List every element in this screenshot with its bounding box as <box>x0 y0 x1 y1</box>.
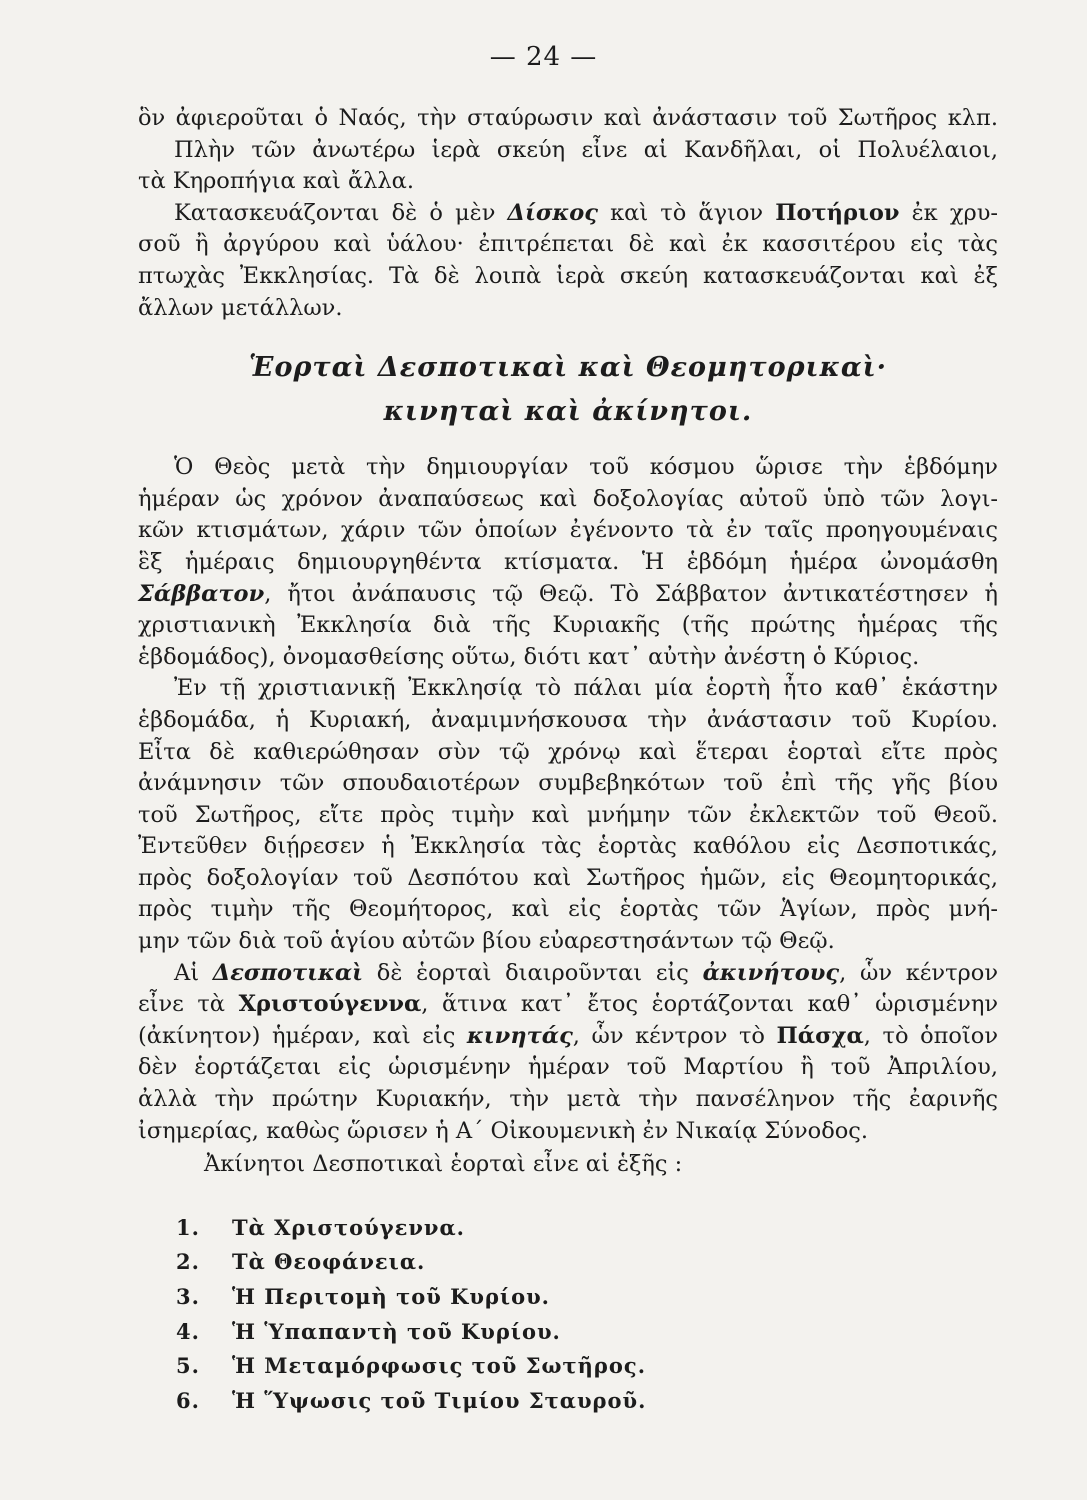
list-intro: Ἀκίνητοι Δεσποτικαὶ ἑορταὶ εἶνε αἱ ἑξῆς : <box>204 1151 683 1178</box>
paragraph-sabbath <box>138 452 998 673</box>
text-line: Πλὴν τῶν ἀνωτέρω ἱερὰ σκεύη εἶνε αἱ Κανδῆλαι, οἱ Πολυέλαιοι, <box>174 136 998 163</box>
text-line: ἄλλων μετάλλων. <box>138 294 343 321</box>
text-line: ἡμέραν ὡς χρόνον ἀναπαύσεως καὶ δοξολογίας αὐτοῦ ὑπὸ τῶν λογι- <box>138 485 998 512</box>
list-item <box>176 1384 998 1419</box>
text-run: , τὸ ὁποῖον <box>863 1022 998 1049</box>
text-run: εἶνε τὰ <box>138 991 239 1018</box>
text-line: πρὸς δοξολογίαν τοῦ Δεσπότου καὶ Σωτῆρος ἡμῶν, εἰς Θεομητορικάς, <box>138 864 998 891</box>
page-number: — 24 — <box>489 42 598 72</box>
text-line <box>138 958 998 990</box>
text-line: σοῦ ἢ ἀργύρου καὶ ὑάλου· ἐπιτρέπεται δὲ καὶ ἐκ κασσιτέρου εἰς τὰς <box>138 231 998 258</box>
text-line: πτωχὰς Ἐκκλησίας. Τὰ δὲ λοιπὰ ἱερὰ σκεύη κατασκευάζονται καὶ ἐξ <box>138 262 998 289</box>
text-line: ἀλλὰ τὴν πρώτην Κυριακήν, τὴν μετὰ τὴν πανσέληνον τῆς ἐαρινῆς <box>138 1086 998 1113</box>
text-run: (ἀκίνητον) ἡμέραν, καὶ εἰς <box>138 1022 467 1049</box>
text-line <box>138 1021 998 1053</box>
term-kinitas: κινητάς <box>466 1022 573 1049</box>
text-run: Αἱ <box>174 959 213 986</box>
term-pascha: Πάσχα <box>776 1022 864 1049</box>
term-sabbaton: Σάββατον <box>138 580 265 607</box>
paragraph-sacred-vessels <box>138 103 998 198</box>
text-line: τὰ Κηροπήγια καὶ ἄλλα. <box>138 168 415 195</box>
text-line: ἓξ ἡμέραις δημιουργηθέντα κτίσματα. Ἡ ἑβδόμη ἡμέρα ὠνομάσθη <box>138 548 998 575</box>
list-item <box>176 1349 998 1384</box>
term-christougenna: Χριστούγεννα <box>238 991 422 1018</box>
list-item-number: 5. <box>176 1353 200 1379</box>
text-run: , ἤτοι ἀνάπαυσις τῷ Θεῷ. Τὸ Σάββατον ἀντικατέστησεν ἡ <box>264 580 998 607</box>
text-line: Ἐντεῦθεν διῄρεσεν ἡ Ἐκκλησία τὰς ἑορτὰς καθόλου εἰς Δεσποτικάς, <box>138 833 998 860</box>
list-item-label: Ἡ Μεταμόρφωσις τοῦ Σωτῆρος. <box>232 1353 647 1379</box>
text-run: , ὧν κέντρον τὸ <box>572 1022 777 1049</box>
heading-line-1: Ἑορταὶ Δεσποτικαὶ καὶ Θεομητορικαὶ· <box>248 352 888 384</box>
list-item-number: 1. <box>176 1214 200 1240</box>
list-item-number: 3. <box>176 1284 200 1309</box>
list-item-label: Ἡ Ὕψωσις τοῦ Τιμίου Σταυροῦ. <box>232 1387 647 1413</box>
heading-line-2: κινηταὶ καὶ ἀκίνητοι. <box>383 396 753 428</box>
text-run: καὶ τὸ ἅγιον <box>598 199 776 226</box>
list-item-label: Τὰ Θεοφάνεια. <box>232 1249 426 1275</box>
section-heading <box>138 346 998 434</box>
text-line: μην τῶν διὰ τοῦ ἁγίου αὐτῶν βίου εὐαρεστησάντων τῷ Θεῷ. <box>138 928 835 955</box>
list-item <box>176 1280 998 1315</box>
text-line: ἑβδομάδος), ὀνομασθείσης οὕτω, διότι κατ᾽ αὐτὴν ἀνέστη ὁ Κύριος. <box>138 643 920 670</box>
text-line: Ἐν τῇ χριστιανικῇ Ἐκκλησίᾳ τὸ πάλαι μία ἑορτὴ ἦτο καθ᾽ ἑκάστην <box>174 675 998 702</box>
text-line: ἰσημερίας, καθὼς ὥρισεν ἡ Α´ Οἰκουμενικὴ ἐν Νικαίᾳ Σύνοδος. <box>138 1117 869 1144</box>
text-line: ὃν ἀφιεροῦται ὁ Ναός, τὴν σταύρωσιν καὶ ἀνάστασιν τοῦ Σωτῆρος κλπ. <box>138 105 998 131</box>
feast-list <box>138 1211 998 1419</box>
text-line: Ὁ Θεὸς μετὰ τὴν δημιουργίαν τοῦ κόσμου ὥρισε τὴν ἑβδόμην <box>174 454 998 481</box>
list-item-label: Ἡ Ὑπαπαντὴ τοῦ Κυρίου. <box>232 1318 561 1344</box>
list-item-number: 2. <box>176 1249 200 1275</box>
text-run: δὲ ἑορταὶ διαιροῦνται εἰς <box>363 959 703 986</box>
list-item <box>176 1245 998 1280</box>
list-item <box>176 1211 998 1246</box>
list-item-label: Ἡ Περιτομὴ τοῦ Κυρίου. <box>232 1284 550 1309</box>
paragraph-feast-divisions <box>138 673 998 957</box>
text-line: Εἶτα δὲ καθιερώθησαν σὺν τῷ χρόνῳ καὶ ἕτεραι ἑορταὶ εἴτε πρὸς <box>138 738 998 765</box>
term-akinitous: ἀκινήτους <box>702 959 840 986</box>
text-line <box>138 989 998 1021</box>
paragraph-materials <box>138 198 998 324</box>
list-item-label: Τὰ Χριστούγεννα. <box>232 1214 465 1240</box>
text-column <box>138 103 998 1418</box>
text-line: ἑβδομάδα, ἡ Κυριακή, ἀναμιμνήσκουσα τὴν ἀνάστασιν τοῦ Κυρίου. <box>138 706 998 733</box>
text-run: Κατασκευάζονται δὲ ὁ μὲν <box>174 199 508 226</box>
text-line: ἀνάμνησιν τῶν σπουδαιοτέρων συμβεβηκότων τοῦ ἐπὶ τῆς γῆς βίου <box>138 770 998 797</box>
text-line: κῶν κτισμάτων, χάριν τῶν ὁποίων ἐγένοντο τὰ ἐν ταῖς προηγουμέναις <box>138 517 998 544</box>
list-item <box>176 1315 998 1350</box>
text-line: χριστιανικὴ Ἐκκλησία διὰ τῆς Κυριακῆς (τῆς πρώτης ἡμέρας τῆς <box>138 612 998 639</box>
text-line <box>138 579 998 611</box>
text-line: τοῦ Σωτῆρος, εἴτε πρὸς τιμὴν καὶ μνήμην τῶν ἐκλεκτῶν τοῦ Θεοῦ. <box>138 801 998 828</box>
paragraph-movable-feasts <box>138 958 998 1148</box>
text-run: , ἅτινα κατ᾽ ἔτος ἑορτάζονται καθ᾽ ὡρισμένην <box>421 991 998 1018</box>
list-item-number: 4. <box>176 1318 200 1344</box>
term-potirion: Ποτήριον <box>775 199 900 226</box>
text-line <box>138 198 998 230</box>
text-run: , ὧν κέντρον <box>839 959 998 986</box>
text-line: δὲν ἑορτάζεται εἰς ὡρισμένην ἡμέραν τοῦ Μαρτίου ἢ τοῦ Ἀπριλίου, <box>138 1054 998 1081</box>
term-diskos: Δίσκος <box>507 199 598 226</box>
text-line: πρὸς τιμὴν τῆς Θεομήτορος, καὶ εἰς ἑορτὰς τῶν Ἁγίων, πρὸς μνή- <box>138 896 998 923</box>
term-despotikai: Δεσποτικαὶ <box>212 959 364 986</box>
list-item-number: 6. <box>176 1387 200 1413</box>
text-run: ἐκ χρυ- <box>899 199 998 226</box>
